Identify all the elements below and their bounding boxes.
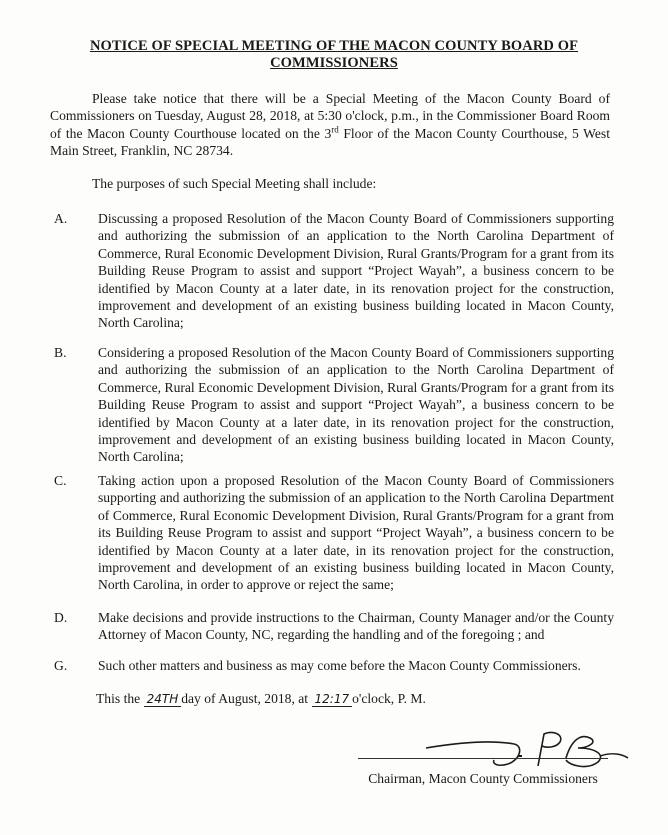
item-text: Make decisions and provide instructions to the Chairman, County Manager and/or the County Attorney of Macon County, NC, regarding the handling and of the foregoing ; and	[98, 610, 614, 643]
intro-text-1: Please take notice that there will be a Special Meeting of the Macon County Board of Commissioners on Tuesday, August 28, 2018, at 5:30 o'clock, p.m., in the Commissioner Board Room of the Macon County Courthouse located on the 3	[50, 91, 610, 141]
dated-suffix: o'clock, P. M.	[352, 691, 426, 706]
item-letter: D.	[54, 610, 68, 625]
item-letter: B.	[54, 345, 67, 360]
item-letter: C.	[54, 473, 67, 488]
item-text: Discussing a proposed Resolution of the Macon County Board of Commissioners supporting and authorizing the submission of an application to the North Carolina Department of Commerce, Rural Economic Development Division, Rural Grants/Program for a grant from its Building Reuse Program to assist and support “Project Wayah”, a business concern to be identified by Macon County at a later date, in its renovation project for the construction, improvement and development of an existing business building located in Macon County, North Carolina;	[98, 211, 614, 331]
handwritten-signature	[422, 726, 632, 774]
intro-superscript: rd	[331, 124, 339, 135]
item-text: Such other matters and business as may come before the Macon County Commissioners.	[98, 658, 581, 673]
dated-line	[96, 690, 426, 708]
purposes-lead	[50, 175, 610, 192]
purposes-lead-text: The purposes of such Special Meeting shall include:	[92, 176, 377, 191]
dated-prefix: This the	[96, 691, 141, 706]
signature-line	[358, 758, 608, 759]
item-text: Taking action upon a proposed Resolution of the Macon County Board of Commissioners supporting and authorizing the submission of an application to the North Carolina Department of Commerce, Rural Economic Development Division, Rural Grants/Program for a grant from its Building Reuse Program to assist and support “Project Wayah”, a business concern to be identified by Macon County at a later date, in its renovation project for the construction, improvement and development of an existing business building located in Macon County, North Carolina, in order to approve or reject the same;	[98, 473, 614, 593]
intro-paragraph	[50, 90, 610, 160]
item-text: Considering a proposed Resolution of the Macon County Board of Commissioners supporting and authorizing the submission of an application to the North Carolina Department of Commerce, Rural Economic Development Division, Rural Grants/Program for a grant from its Building Reuse Program to assist and support “Project Wayah”, a business concern to be identified by Macon County at a later date, in its renovation project for the construction, improvement and development of an existing business building located in Macon County, North Carolina;	[98, 345, 614, 465]
item-letter: G.	[54, 658, 68, 673]
notice-title	[40, 38, 628, 72]
handwritten-day: 24TH	[144, 692, 182, 707]
dated-middle: day of August, 2018, at	[181, 691, 309, 706]
title-line-2: COMMISSIONERS	[270, 55, 398, 71]
title-line-1: NOTICE OF SPECIAL MEETING OF THE MACON COUNTY BOARD OF	[89, 38, 579, 54]
intro-text-2: Floor of the Macon County Courthouse, 5 West Main Street, Franklin, NC 28734.	[50, 125, 610, 159]
item-letter: A.	[54, 211, 68, 226]
signature-caption: Chairman, Macon County Commissioners	[368, 771, 598, 786]
handwritten-time: 12:17	[312, 692, 353, 707]
